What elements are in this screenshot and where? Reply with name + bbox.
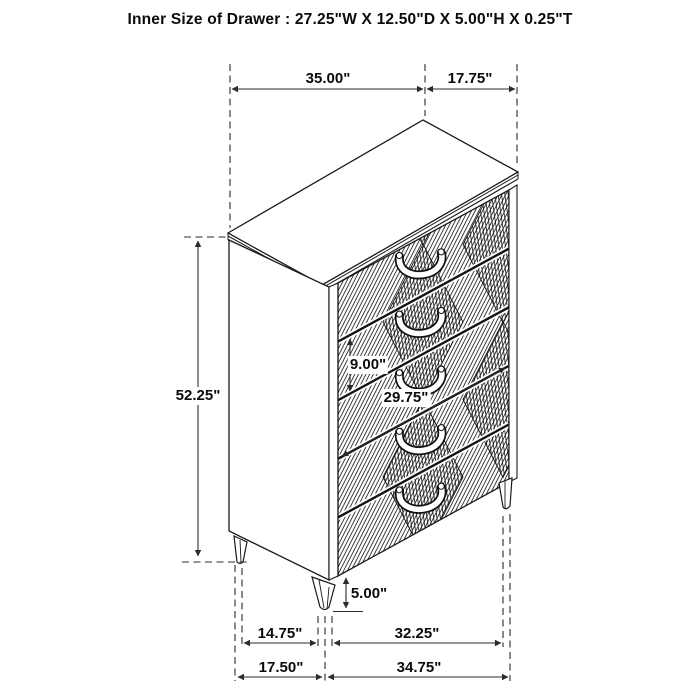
right-leg bbox=[499, 478, 512, 509]
dim-label-outer-left: 17.50" bbox=[258, 659, 304, 676]
diagram-title: Inner Size of Drawer : 27.25"W X 12.50"D X 5.00"H X 0.25"T bbox=[127, 11, 573, 28]
dim-label-top-depth: 17.75" bbox=[447, 70, 493, 87]
dim-label-leg-height: 5.00" bbox=[350, 585, 388, 602]
dim-label-drawer-height: 9.00" bbox=[349, 356, 387, 373]
chest bbox=[228, 89, 543, 610]
right-edge-panel bbox=[509, 185, 517, 482]
rear-left-leg bbox=[234, 536, 247, 564]
dim-label-inner-right: 32.25" bbox=[394, 625, 440, 642]
front-leg bbox=[312, 577, 335, 610]
dim-label-drawer-width: 29.75" bbox=[383, 389, 429, 406]
dim-label-inner-left: 14.75" bbox=[257, 625, 303, 642]
dim-label-outer-right: 34.75" bbox=[396, 659, 442, 676]
left-side-panel bbox=[229, 240, 338, 580]
dim-label-top-width: 35.00" bbox=[305, 70, 351, 87]
dim-label-overall-height: 52.25" bbox=[175, 387, 221, 404]
